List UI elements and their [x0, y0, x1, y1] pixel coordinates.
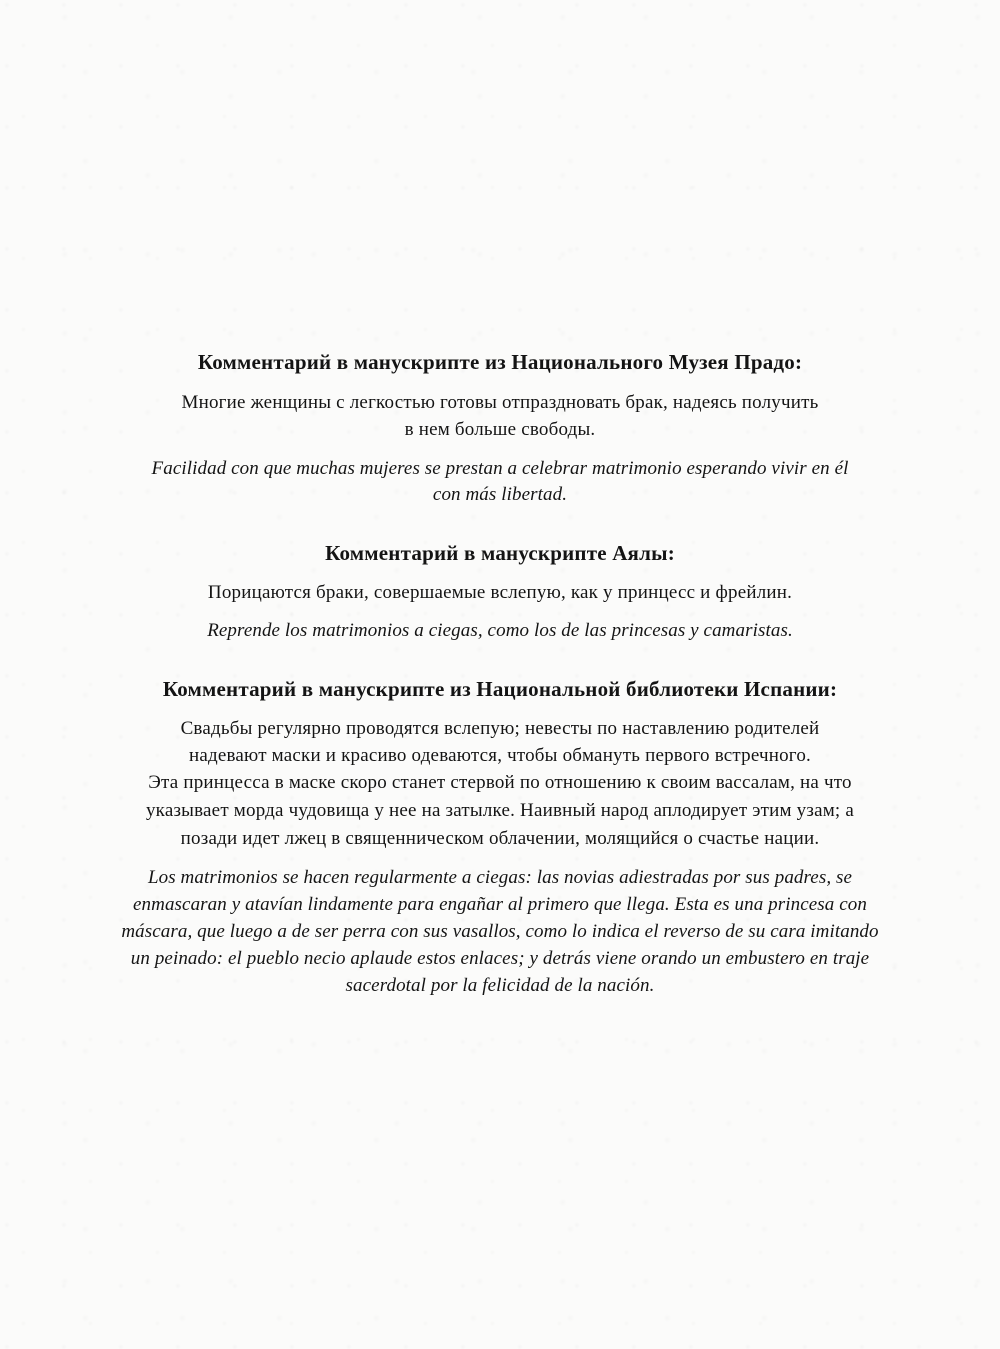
spanish-text-line: máscara, que luego a de ser perra con sus vasallos, como lo indica el reverso de su cara imitando: [121, 921, 879, 942]
spanish-text-line: Reprende los matrimonios a ciegas, como los de las princesas y camaristas.: [207, 620, 793, 641]
section-heading-prado: Комментарий в манускрипте из Национального Музея Прадо:: [197, 350, 803, 374]
spanish-text-line: sacerdotal por la felicidad de la nación.: [345, 975, 655, 996]
russian-text-line: Свадьбы регулярно проводятся вслепую; невесты по наставлению родителей: [180, 718, 820, 739]
russian-text-line: позади идет лжец в священническом облачении, молящийся о счастье нации.: [180, 828, 820, 849]
russian-text-line: Порицаются браки, совершаемые вслепую, как у принцесс и фрейлин.: [207, 582, 793, 603]
russian-text-line: надевают маски и красиво одеваются, чтобы обмануть первого встречного.: [189, 745, 811, 766]
spanish-text-line: con más libertad.: [432, 484, 568, 505]
spanish-text-line: Los matrimonios se hacen regularmente a ciegas: las novias adiestradas por sus padres, se: [147, 867, 853, 888]
spanish-text-line: enmascaran y atavían lindamente para engañar al primero que llega. Esta es una princesa con: [133, 894, 867, 915]
section-heading-ayala: Комментарий в манускрипте Аялы:: [325, 541, 675, 565]
spanish-text-line: Facilidad con que muchas mujeres se prestan a celebrar matrimonio esperando vivir en él: [151, 458, 849, 479]
russian-text-line: Эта принцесса в маске скоро станет стервой по отношению к своим вассалам, на что: [148, 772, 852, 793]
russian-text-line: Многие женщины с легкостью готовы отпраздновать брак, надеясь получить: [181, 392, 819, 413]
section-heading-biblioteca: Комментарий в манускрипте из Национальной библиотеки Испании:: [162, 677, 838, 701]
russian-text-line: указывает морда чудовища у нее на затылке. Наивный народ аплодирует этим узам; а: [145, 800, 854, 821]
spanish-text-line: un peinado: el pueblo necio aplaude estos enlaces; y detrás viene orando un embustero en traje: [130, 948, 870, 969]
russian-text-line: в нем больше свободы.: [404, 419, 596, 440]
